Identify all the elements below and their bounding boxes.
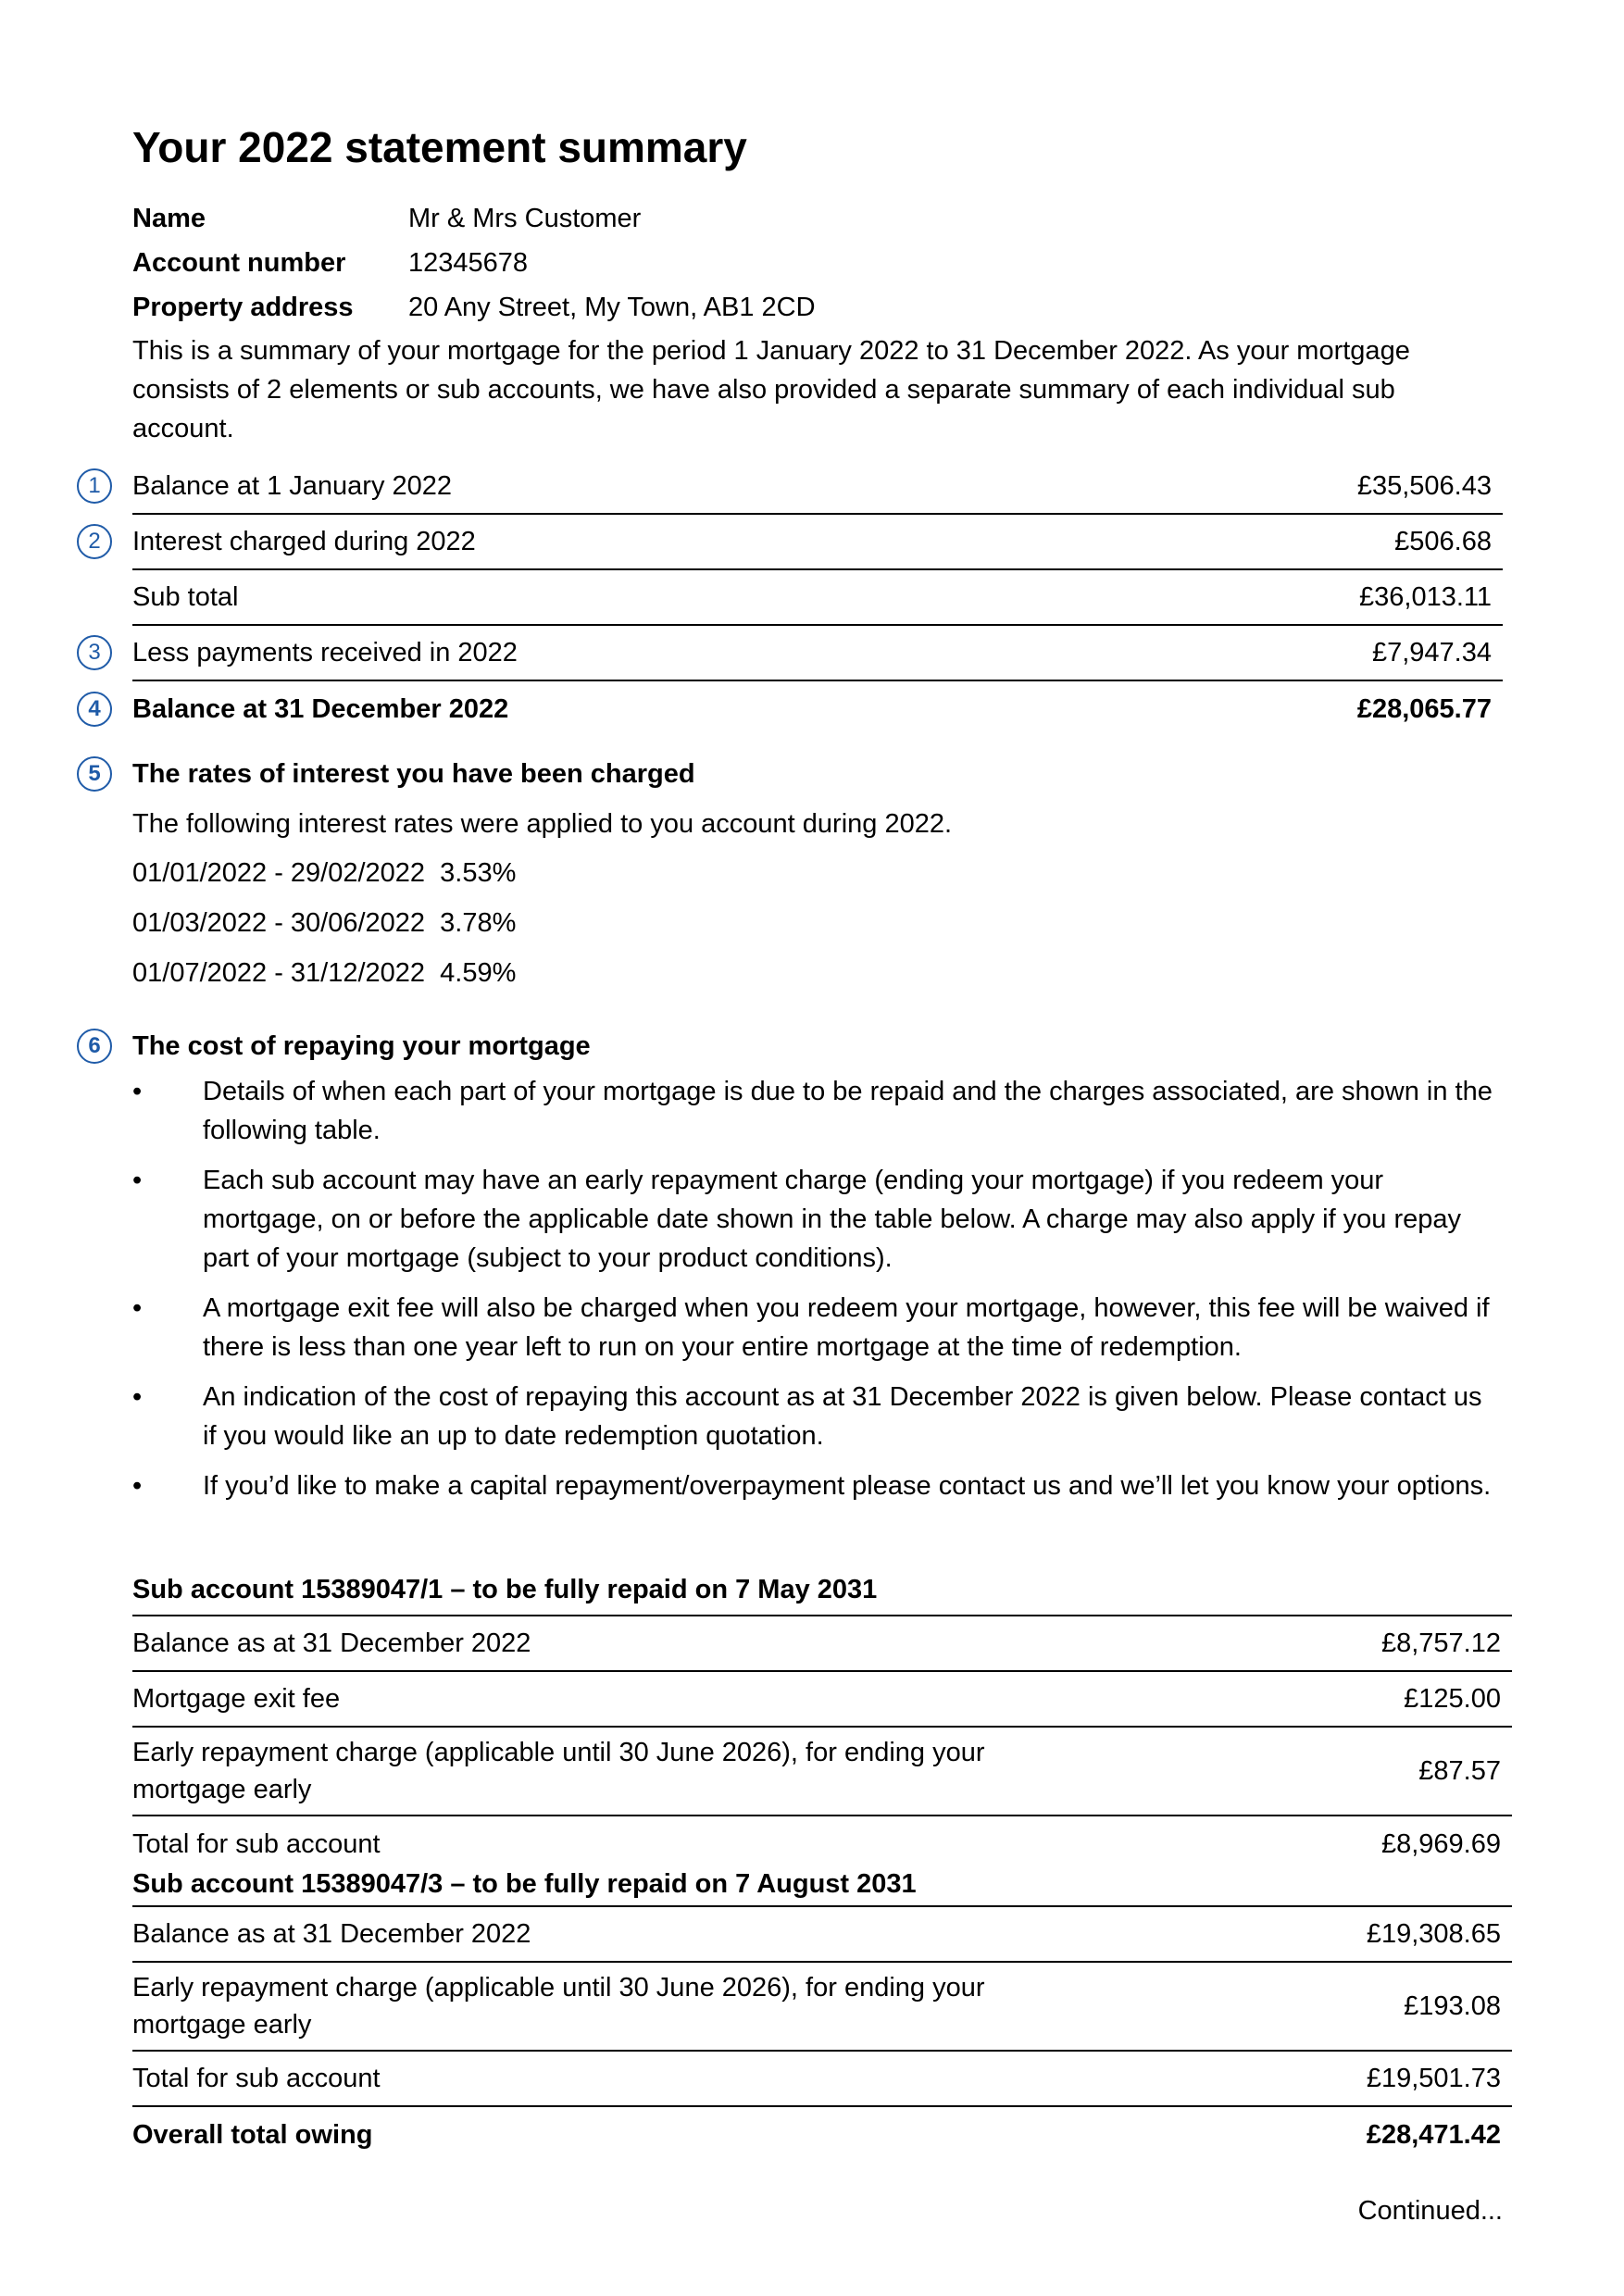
interest-rates-text: The following interest rates were applied to you account during 2022. bbox=[132, 808, 953, 839]
sub-account-3-total-row bbox=[132, 2052, 1512, 2107]
balance-summary-table bbox=[88, 459, 1503, 737]
detail-value: 20 Any Street, My Town, AB1 2CD bbox=[408, 292, 816, 322]
summary-label: Balance at 1 January 2022 bbox=[132, 470, 453, 501]
section-heading bbox=[88, 748, 1503, 800]
section-heading bbox=[88, 1020, 1503, 1072]
table-row bbox=[132, 1672, 1512, 1728]
row-label: Early repayment charge (applicable until 30 June 2026), for ending your mortgage early bbox=[132, 1738, 985, 1804]
detail-value: 12345678 bbox=[408, 247, 529, 278]
repayment-cost-heading: The cost of repaying your mortgage bbox=[132, 1030, 591, 1061]
summary-value: £506.68 bbox=[1394, 526, 1492, 556]
summary-value: £36,013.11 bbox=[1359, 581, 1492, 612]
row-value: £19,501.73 bbox=[1366, 2063, 1501, 2093]
bullet-icon: • bbox=[132, 1471, 143, 1501]
bullet-icon: • bbox=[132, 1166, 143, 1195]
row-value: £125.00 bbox=[1404, 1683, 1501, 1714]
interest-rates-heading: The rates of interest you have been charged bbox=[132, 758, 695, 789]
bullet-text: A mortgage exit fee will also be charged when you redeem your mortgage, however, this fee will be waived if there is less than one year left to run on your entire mortgage at the time of redemption. bbox=[203, 1293, 1490, 1362]
detail-row-name bbox=[132, 196, 816, 241]
summary-value: £35,506.43 bbox=[1356, 470, 1492, 501]
bullet-icon: • bbox=[132, 1382, 143, 1412]
number-1-icon: 1 bbox=[77, 468, 112, 504]
repayment-cost-section bbox=[88, 1020, 1503, 1516]
interest-rates-section bbox=[88, 748, 1503, 998]
bullet-icon: • bbox=[132, 1293, 143, 1323]
interest-rate-item: 01/01/2022 - 29/02/2022 3.53% bbox=[132, 857, 517, 888]
interest-rate-item: 01/07/2022 - 31/12/2022 4.59% bbox=[132, 957, 517, 988]
row-value: £28,471.42 bbox=[1366, 2119, 1501, 2150]
detail-row-account-number bbox=[132, 241, 816, 285]
table-row bbox=[132, 1907, 1512, 1963]
summary-row bbox=[88, 459, 1503, 515]
bullet-text: Details of when each part of your mortgage is due to be repaid and the charges associated, are shown in the following table. bbox=[203, 1077, 1493, 1145]
bullet-text: If you’d like to make a capital repayment/overpayment please contact us and we’ll let you know your options. bbox=[203, 1471, 1492, 1501]
summary-row bbox=[132, 570, 1503, 626]
number-6-icon: 6 bbox=[77, 1029, 112, 1064]
continued-note: Continued... bbox=[1357, 2196, 1503, 2226]
row-value: £193.08 bbox=[1404, 1990, 1501, 2021]
detail-row-property-address bbox=[132, 285, 816, 330]
detail-value: Mr & Mrs Customer bbox=[408, 203, 642, 233]
row-label: Overall total owing bbox=[132, 2120, 373, 2150]
sub-account-tables bbox=[132, 1565, 1512, 2163]
row-label: Total for sub account bbox=[132, 1829, 381, 1859]
repayment-bullet-list bbox=[132, 1072, 1503, 1505]
summary-label: Interest charged during 2022 bbox=[132, 526, 476, 556]
list-item bbox=[132, 1072, 1503, 1150]
row-label: Total for sub account bbox=[132, 2064, 381, 2093]
detail-label: Property address bbox=[132, 292, 354, 322]
interest-rate-list bbox=[132, 848, 1503, 998]
number-3-icon: 3 bbox=[77, 635, 112, 670]
summary-label: Less payments received in 2022 bbox=[132, 637, 518, 668]
row-value: £19,308.65 bbox=[1366, 1918, 1501, 1949]
row-label: Balance as at 31 December 2022 bbox=[132, 1628, 531, 1658]
row-label: Early repayment charge (applicable until 30 June 2026), for ending your mortgage early bbox=[132, 1973, 985, 2040]
account-details bbox=[132, 196, 816, 330]
number-5-icon: 5 bbox=[77, 756, 112, 792]
detail-label: Account number bbox=[132, 247, 346, 278]
intro-paragraph: This is a summary of your mortgage for the period 1 January 2022 to 31 December 2022. As your mortgage consists of 2 elements or sub accounts, we have also provided a separate summary of each individual sub account. bbox=[132, 336, 1410, 443]
summary-label: Balance at 31 December 2022 bbox=[132, 693, 509, 724]
row-label: Balance as at 31 December 2022 bbox=[132, 1919, 531, 1949]
summary-value: £28,065.77 bbox=[1356, 693, 1492, 724]
row-value: £8,969.69 bbox=[1380, 1828, 1501, 1859]
number-2-icon: 2 bbox=[77, 524, 112, 559]
list-item bbox=[132, 1378, 1503, 1455]
detail-label: Name bbox=[132, 203, 206, 233]
summary-value: £7,947.34 bbox=[1371, 637, 1492, 668]
overall-total-row bbox=[132, 2107, 1512, 2163]
summary-label: Sub total bbox=[132, 581, 239, 612]
summary-row bbox=[88, 626, 1503, 681]
summary-row-closing-balance bbox=[88, 681, 1503, 737]
bullet-text: An indication of the cost of repaying this account as at 31 December 2022 is given below. Please contact us if you would like an up to date redemption quotation. bbox=[203, 1382, 1482, 1451]
row-value: £87.57 bbox=[1418, 1755, 1501, 1786]
page-title: Your 2022 statement summary bbox=[132, 123, 747, 171]
list-item bbox=[132, 1466, 1503, 1505]
bullet-text: Each sub account may have an early repayment charge (ending your mortgage) if you redeem your mortgage, on or before the applicable date shown in the table below. A charge may also apply if you repay part of your mortgage (subject to your product conditions). bbox=[203, 1166, 1462, 1273]
sub-account-3-heading: Sub account 15389047/3 – to be fully repaid on 7 August 2031 bbox=[132, 1863, 1512, 1907]
row-label: Mortgage exit fee bbox=[132, 1684, 341, 1714]
number-4-icon: 4 bbox=[77, 692, 112, 727]
table-row bbox=[132, 1616, 1512, 1672]
sub-account-1-heading: Sub account 15389047/1 – to be fully repaid on 7 May 2031 bbox=[132, 1565, 1512, 1616]
row-value: £8,757.12 bbox=[1380, 1628, 1501, 1658]
bullet-icon: • bbox=[132, 1077, 143, 1106]
interest-rate-item: 01/03/2022 - 30/06/2022 3.78% bbox=[132, 907, 517, 938]
sub-account-1-total-row bbox=[132, 1826, 1512, 1863]
summary-row bbox=[88, 515, 1503, 570]
table-row bbox=[132, 1963, 1512, 2052]
list-item bbox=[132, 1289, 1503, 1366]
table-row bbox=[132, 1728, 1512, 1816]
list-item bbox=[132, 1161, 1503, 1278]
